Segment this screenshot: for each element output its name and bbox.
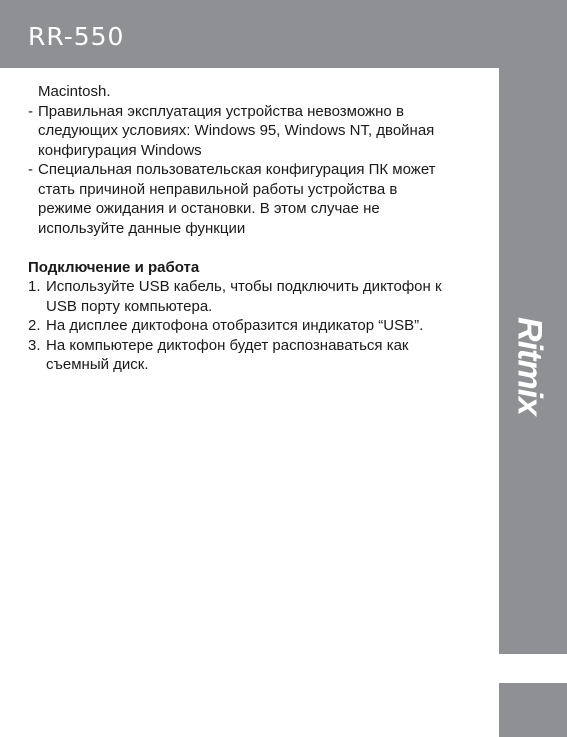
list-item-text — [46, 316, 494, 336]
number-marker: 3. — [28, 336, 41, 354]
model-title: RR-550 — [28, 22, 125, 51]
side-bar-bottom — [499, 683, 567, 737]
numbered-list-item — [28, 336, 494, 375]
numbered-list-item — [28, 277, 494, 316]
continuation-text: Macintosh. — [38, 83, 111, 100]
text-line: используйте данные функции — [38, 219, 246, 237]
text-line: конфигурация Windows — [38, 141, 202, 159]
dash-list-item — [28, 160, 494, 238]
text-line: USB порту компьютера. — [46, 297, 213, 315]
text-line: стать причиной неправильной работы устройства в — [38, 180, 398, 198]
text-line: Правильная эксплуатация устройства невозможно в — [38, 102, 404, 120]
section-heading: Подключение и работа — [28, 258, 200, 276]
text-line: следующих условиях: Windows 95, Windows NT, двойная — [38, 122, 435, 139]
header-bar — [0, 0, 567, 68]
text-line: съемный диск. — [46, 356, 149, 373]
text-line: режиме ожидания и остановки. В этом случае не — [38, 200, 380, 217]
text-line: На компьютере диктофон будет распознаваться как — [46, 336, 409, 354]
numbered-list-item — [28, 316, 494, 336]
list-item-text — [38, 160, 494, 238]
list-item-text — [46, 277, 494, 316]
paragraph-spacer — [28, 238, 494, 258]
text-line: На дисплее диктофона отобразится индикатор “USB”. — [46, 317, 424, 334]
number-marker: 2. — [28, 317, 41, 334]
dash-list-item — [28, 102, 494, 161]
page-content — [28, 82, 494, 375]
list-item-text — [38, 102, 494, 161]
list-item-text — [46, 336, 494, 375]
number-marker: 1. — [28, 278, 41, 295]
brand-logo: Ritmix — [510, 317, 549, 415]
text-line: Используйте USB кабель, чтобы подключить диктофон к — [46, 278, 442, 295]
dash-marker: - — [28, 102, 33, 120]
text-line: Специальная пользовательская конфигурация ПК может — [38, 161, 436, 178]
dash-marker: - — [28, 161, 33, 178]
